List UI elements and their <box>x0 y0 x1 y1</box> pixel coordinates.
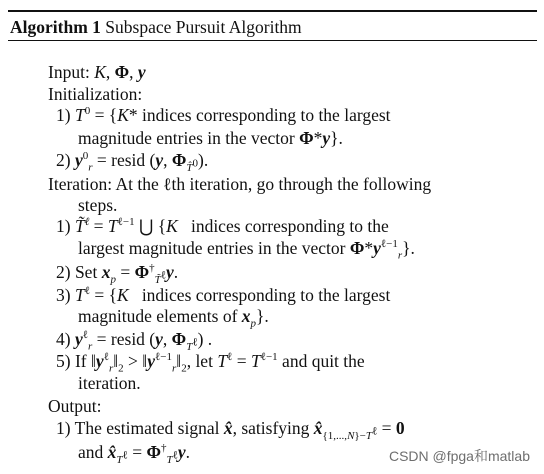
iter-step-4: 4) $y^\ell_r$ = resid (y, $\Phi_{T^\ell}$) . <box>56 329 213 353</box>
output-step-1-cont: and $x̂_{T^\ell} = \Phi^\dagger_{T^\ell}y$. <box>78 442 191 466</box>
iter-step-1: 1) T̃$^\ell$ = $T^{\ell-1}$ ⋃ {K indices corresponding to the <box>56 216 389 236</box>
iter-step-5-cont: iteration. <box>78 373 141 393</box>
iter-step-2: 2) Set $x_p = \Phi^\dagger_{T̃^\ell}y$. <box>56 262 179 286</box>
algorithm-title <box>10 17 302 37</box>
algorithm-label: Algorithm 1 <box>10 17 101 37</box>
top-rule <box>8 10 537 12</box>
iteration-heading-cont: steps. <box>78 195 118 215</box>
algorithm-name: Subspace Pursuit Algorithm <box>105 17 302 37</box>
iter-step-1-cont: largest magnitude entries in the vector $\Phi*y^{\ell-1}_r$}. <box>78 238 415 262</box>
init-step-1: 1) $T^0 = \{K*$ indices corresponding to the largest <box>56 105 391 125</box>
output-heading: Output: <box>48 396 102 416</box>
input-line: Input: K, Φ, y <box>48 62 146 82</box>
iter-step-3: 3) $T^\ell = \{K$ indices corresponding to the largest <box>56 285 391 305</box>
title-rule <box>8 40 537 41</box>
csdn-watermark: CSDN @fpga和matlab <box>388 448 530 464</box>
init-heading: Initialization: <box>48 84 143 104</box>
init-step-1-cont: magnitude entries in the vector Φ*y}. <box>78 128 343 148</box>
iter-step-5: 5) If $‖y^\ell_r‖_2$ > $‖y^{\ell-1}_r‖_2$, let $T^\ell = T^{\ell-1}$ and quit the <box>56 351 365 375</box>
iteration-heading: Iteration: At the ℓth iteration, go through the following <box>48 174 432 194</box>
output-step-1: 1) The estimated signal x̂, satisfying $x̂_{\{1,...,N\}-T^\ell} = 0$ <box>56 418 405 442</box>
iter-step-3-cont: magnitude elements of $x_p$}. <box>78 306 269 330</box>
init-step-2: 2) $y^0_r$ = resid (y, $\Phi_{T̂^0}$). <box>56 150 209 174</box>
